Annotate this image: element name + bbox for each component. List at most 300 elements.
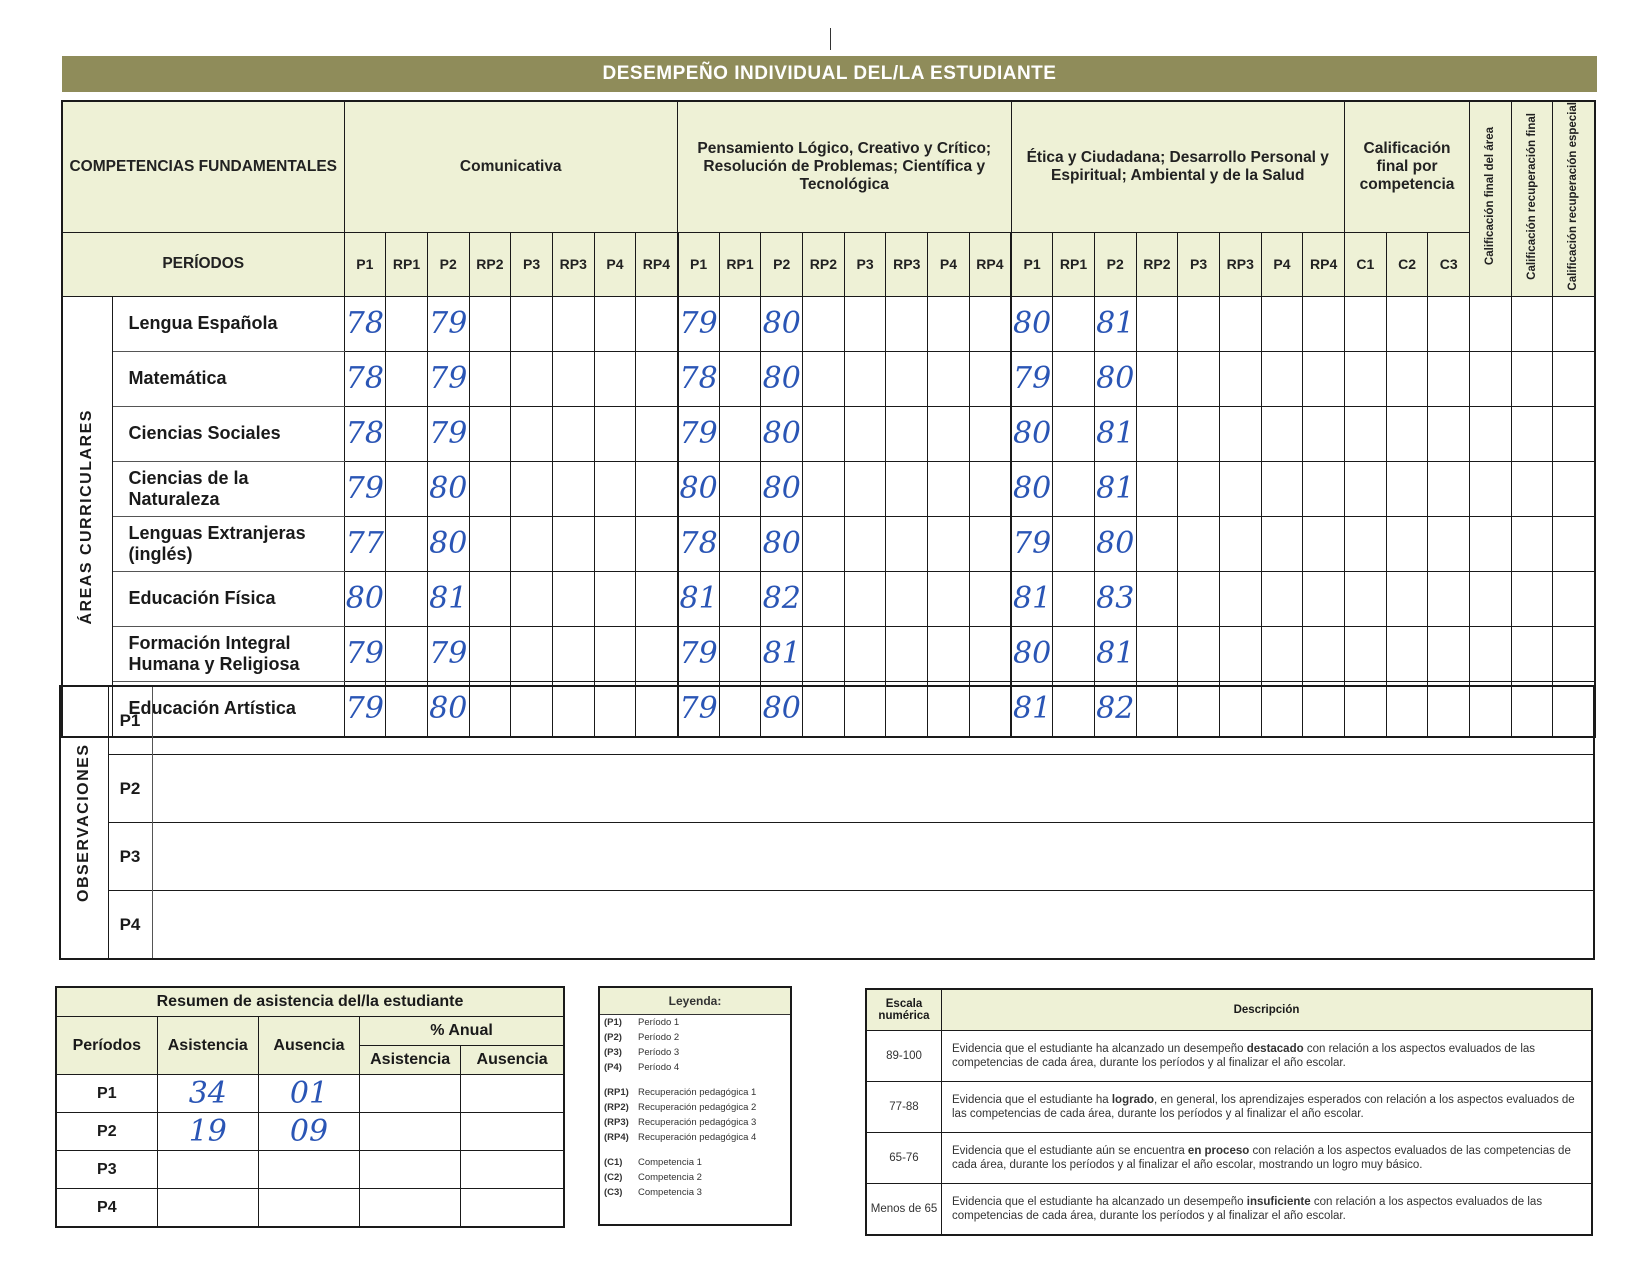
col-ausencia: Ausencia	[258, 1017, 359, 1075]
subject-row	[62, 296, 1595, 351]
score-cell[interactable]	[1219, 406, 1261, 461]
score-cell[interactable]	[844, 516, 886, 571]
score-cell[interactable]	[1553, 406, 1595, 461]
observation-field[interactable]	[152, 686, 1594, 755]
handwritten-score: 78	[345, 306, 384, 342]
score-cell[interactable]	[1011, 296, 1053, 351]
score-cell[interactable]	[678, 516, 720, 571]
handwritten-score: 80	[1013, 471, 1052, 507]
score-cell[interactable]	[386, 626, 428, 681]
subject-name: Ciencias Sociales	[112, 406, 344, 461]
attendance-cell[interactable]	[157, 1113, 258, 1151]
score-cell[interactable]	[1553, 351, 1595, 406]
attendance-row	[56, 1151, 564, 1189]
score-cell[interactable]	[1136, 461, 1178, 516]
score-cell[interactable]	[1178, 296, 1220, 351]
score-cell[interactable]	[1511, 516, 1553, 571]
score-cell[interactable]	[1178, 406, 1220, 461]
score-cell[interactable]	[1178, 626, 1220, 681]
score-cell[interactable]	[969, 351, 1011, 406]
score-cell[interactable]	[1011, 571, 1053, 626]
score-cell[interactable]	[1178, 571, 1220, 626]
scale-description: Evidencia que el estudiante ha logrado, en general, los aprendizajes esperados con relación a los aspectos evaluados de las competencias de cada área, durante los períodos y al finalizar el año escolar.	[942, 1082, 1593, 1133]
period-col-p2: P2	[761, 233, 803, 296]
observation-row	[60, 755, 1594, 823]
handwritten-absence: 09	[289, 1114, 329, 1149]
score-cell[interactable]	[969, 571, 1011, 626]
score-cell[interactable]	[761, 516, 803, 571]
score-cell[interactable]	[719, 626, 761, 681]
period-col-rp2: RP2	[803, 233, 845, 296]
score-cell[interactable]	[1094, 626, 1136, 681]
handwritten-score: 79	[345, 471, 384, 507]
score-cell[interactable]	[1011, 351, 1053, 406]
vertical-header-1: Calificación final del área	[1470, 101, 1512, 296]
score-cell[interactable]	[1261, 296, 1303, 351]
period-col-rp3: RP3	[1219, 233, 1261, 296]
score-cell[interactable]	[511, 571, 553, 626]
score-cell[interactable]	[1511, 406, 1553, 461]
period-col-rp1: RP1	[719, 233, 761, 296]
score-cell[interactable]	[1011, 626, 1053, 681]
score-cell[interactable]	[928, 461, 970, 516]
score-cell[interactable]	[886, 296, 928, 351]
score-cell[interactable]	[1345, 571, 1387, 626]
score-cell[interactable]	[1053, 351, 1095, 406]
score-cell[interactable]	[344, 461, 386, 516]
scale-row	[866, 1133, 1592, 1184]
score-cell[interactable]	[636, 406, 678, 461]
score-cell[interactable]	[1261, 626, 1303, 681]
score-cell[interactable]	[1136, 571, 1178, 626]
col-anual-asistencia: Asistencia	[360, 1046, 461, 1075]
score-cell[interactable]	[969, 406, 1011, 461]
score-cell[interactable]	[761, 571, 803, 626]
annual-attendance-cell[interactable]	[360, 1113, 461, 1151]
score-cell[interactable]	[1511, 351, 1553, 406]
legend-title: Leyenda:	[600, 988, 790, 1015]
score-cell[interactable]	[1303, 351, 1345, 406]
score-cell[interactable]	[636, 571, 678, 626]
observation-field[interactable]	[152, 755, 1594, 823]
legend-key: (P4)	[604, 1062, 622, 1073]
score-cell[interactable]	[636, 461, 678, 516]
score-cell[interactable]	[1261, 461, 1303, 516]
score-cell[interactable]	[1094, 571, 1136, 626]
score-cell[interactable]	[1386, 296, 1428, 351]
annual-attendance-cell[interactable]	[360, 1151, 461, 1189]
score-cell[interactable]	[594, 406, 636, 461]
score-cell[interactable]	[1094, 296, 1136, 351]
col-anual: % Anual	[360, 1017, 564, 1046]
score-cell[interactable]	[469, 461, 511, 516]
score-cell[interactable]	[511, 351, 553, 406]
score-cell[interactable]	[844, 571, 886, 626]
score-cell[interactable]	[1553, 626, 1595, 681]
score-cell[interactable]	[511, 296, 553, 351]
absence-cell[interactable]	[258, 1189, 359, 1228]
legend-item	[600, 1170, 790, 1185]
vertical-header-2: Calificación recuperación final	[1511, 101, 1553, 296]
score-cell[interactable]	[1303, 406, 1345, 461]
score-cell[interactable]	[1386, 406, 1428, 461]
period-col-rp4: RP4	[969, 233, 1011, 296]
observation-period: P3	[108, 823, 152, 891]
score-cell[interactable]	[552, 461, 594, 516]
score-cell[interactable]	[427, 461, 469, 516]
score-cell[interactable]	[1428, 296, 1470, 351]
score-cell[interactable]	[1219, 296, 1261, 351]
score-cell[interactable]	[469, 296, 511, 351]
score-cell[interactable]	[511, 516, 553, 571]
observation-field[interactable]	[152, 891, 1594, 960]
score-cell[interactable]	[1553, 571, 1595, 626]
score-cell[interactable]	[1136, 406, 1178, 461]
legend-item	[600, 1100, 790, 1115]
score-cell[interactable]	[1428, 461, 1470, 516]
handwritten-score: 80	[1096, 361, 1135, 397]
score-cell[interactable]	[1386, 571, 1428, 626]
score-cell[interactable]	[1219, 571, 1261, 626]
handwritten-score: 81	[1096, 636, 1135, 672]
score-cell[interactable]	[678, 626, 720, 681]
score-cell[interactable]	[552, 296, 594, 351]
score-cell[interactable]	[386, 406, 428, 461]
score-cell[interactable]	[719, 351, 761, 406]
score-cell[interactable]	[427, 351, 469, 406]
score-cell[interactable]	[1345, 516, 1387, 571]
scale-row	[866, 1082, 1592, 1133]
score-cell[interactable]	[678, 296, 720, 351]
absence-cell[interactable]	[258, 1113, 359, 1151]
score-cell[interactable]	[1219, 516, 1261, 571]
score-cell[interactable]	[1011, 461, 1053, 516]
handwritten-score: 81	[1096, 416, 1135, 452]
score-cell[interactable]	[1428, 626, 1470, 681]
legend-item	[600, 1015, 790, 1030]
score-cell[interactable]	[1303, 461, 1345, 516]
score-cell[interactable]	[886, 406, 928, 461]
score-cell[interactable]	[719, 516, 761, 571]
score-cell[interactable]	[344, 406, 386, 461]
score-cell[interactable]	[678, 571, 720, 626]
score-cell[interactable]	[1094, 461, 1136, 516]
score-cell[interactable]	[469, 626, 511, 681]
score-cell[interactable]	[886, 461, 928, 516]
score-cell[interactable]	[1094, 406, 1136, 461]
score-cell[interactable]	[1428, 516, 1470, 571]
legend-value: Período 3	[638, 1047, 680, 1058]
score-cell[interactable]	[803, 571, 845, 626]
score-cell[interactable]	[803, 516, 845, 571]
scale-range: 77-88	[866, 1082, 942, 1133]
score-cell[interactable]	[636, 296, 678, 351]
legend-value: Competencia 2	[638, 1172, 702, 1183]
score-cell[interactable]	[678, 461, 720, 516]
score-cell[interactable]	[1261, 406, 1303, 461]
handwritten-score: 81	[679, 581, 718, 617]
score-cell[interactable]	[552, 571, 594, 626]
attendance-cell[interactable]	[157, 1189, 258, 1228]
score-cell[interactable]	[719, 406, 761, 461]
score-cell[interactable]	[678, 351, 720, 406]
score-cell[interactable]	[1303, 296, 1345, 351]
score-cell[interactable]	[386, 296, 428, 351]
score-cell[interactable]	[636, 516, 678, 571]
score-cell[interactable]	[761, 461, 803, 516]
score-cell[interactable]	[1470, 351, 1512, 406]
legend-key: (P2)	[604, 1032, 622, 1043]
score-cell[interactable]	[386, 461, 428, 516]
score-cell[interactable]	[928, 296, 970, 351]
score-cell[interactable]	[344, 571, 386, 626]
handwritten-score: 79	[679, 306, 718, 342]
score-cell[interactable]	[1053, 571, 1095, 626]
score-cell[interactable]	[1053, 516, 1095, 571]
areas-label: ÁREAS CURRICULARES	[62, 296, 112, 737]
score-cell[interactable]	[511, 626, 553, 681]
score-cell[interactable]	[552, 351, 594, 406]
score-cell[interactable]	[469, 571, 511, 626]
attendance-cell[interactable]	[157, 1151, 258, 1189]
legend-key: (P3)	[604, 1047, 622, 1058]
legend-value: Competencia 3	[638, 1187, 702, 1198]
annual-absence-cell[interactable]	[461, 1075, 564, 1113]
score-cell[interactable]	[344, 296, 386, 351]
score-cell[interactable]	[1011, 516, 1053, 571]
score-cell[interactable]	[886, 351, 928, 406]
score-cell[interactable]	[1470, 516, 1512, 571]
score-cell[interactable]	[1303, 516, 1345, 571]
score-cell[interactable]	[719, 296, 761, 351]
score-cell[interactable]	[594, 296, 636, 351]
score-cell[interactable]	[761, 406, 803, 461]
score-cell[interactable]	[928, 406, 970, 461]
score-cell[interactable]	[928, 351, 970, 406]
annual-absence-cell[interactable]	[461, 1189, 564, 1228]
score-cell[interactable]	[1178, 461, 1220, 516]
score-cell[interactable]	[678, 406, 720, 461]
legend-value: Recuperación pedagógica 3	[638, 1117, 757, 1128]
score-cell[interactable]	[1219, 351, 1261, 406]
score-cell[interactable]	[1345, 626, 1387, 681]
legend-value: Período 4	[638, 1062, 680, 1073]
score-cell[interactable]	[803, 296, 845, 351]
score-cell[interactable]	[1345, 461, 1387, 516]
observation-field[interactable]	[152, 823, 1594, 891]
score-cell[interactable]	[803, 406, 845, 461]
annual-attendance-cell[interactable]	[360, 1075, 461, 1113]
score-cell[interactable]	[636, 351, 678, 406]
score-cell[interactable]	[1261, 351, 1303, 406]
score-cell[interactable]	[1386, 516, 1428, 571]
score-cell[interactable]	[844, 626, 886, 681]
score-cell[interactable]	[511, 406, 553, 461]
score-cell[interactable]	[469, 351, 511, 406]
score-cell[interactable]	[511, 461, 553, 516]
score-cell[interactable]	[1011, 406, 1053, 461]
score-cell[interactable]	[1136, 626, 1178, 681]
score-cell[interactable]	[427, 626, 469, 681]
score-cell[interactable]	[427, 571, 469, 626]
legend-item	[600, 1030, 790, 1045]
score-cell[interactable]	[1386, 626, 1428, 681]
score-cell[interactable]	[1053, 296, 1095, 351]
legend-key: (C2)	[604, 1172, 623, 1183]
score-cell[interactable]	[1219, 461, 1261, 516]
score-cell[interactable]	[886, 516, 928, 571]
scale-description: Evidencia que el estudiante ha alcanzado un desempeño destacado con relación a los aspectos evaluados de las competencias de cada área, durante los períodos y al finalizar el año escolar.	[942, 1031, 1593, 1082]
score-cell[interactable]	[1261, 571, 1303, 626]
score-cell[interactable]	[1470, 626, 1512, 681]
score-cell[interactable]	[1386, 461, 1428, 516]
score-cell[interactable]	[844, 461, 886, 516]
score-cell[interactable]	[636, 626, 678, 681]
score-cell[interactable]	[1470, 296, 1512, 351]
score-cell[interactable]	[386, 571, 428, 626]
score-cell[interactable]	[886, 571, 928, 626]
score-cell[interactable]	[1053, 461, 1095, 516]
period-col-rp2: RP2	[1136, 233, 1178, 296]
score-cell[interactable]	[552, 516, 594, 571]
score-cell[interactable]	[1553, 461, 1595, 516]
score-cell[interactable]	[1136, 516, 1178, 571]
absence-cell[interactable]	[258, 1075, 359, 1113]
period-col-p4: P4	[1261, 233, 1303, 296]
score-cell[interactable]	[928, 516, 970, 571]
score-cell[interactable]	[1303, 571, 1345, 626]
score-cell[interactable]	[344, 516, 386, 571]
score-cell[interactable]	[1511, 296, 1553, 351]
score-cell[interactable]	[1553, 296, 1595, 351]
period-col-p3: P3	[511, 233, 553, 296]
score-cell[interactable]	[469, 406, 511, 461]
score-cell[interactable]	[1428, 571, 1470, 626]
score-cell[interactable]	[1136, 296, 1178, 351]
scale-table	[865, 988, 1593, 1236]
handwritten-score: 79	[1013, 361, 1052, 397]
score-cell[interactable]	[761, 296, 803, 351]
score-cell[interactable]	[719, 461, 761, 516]
handwritten-score: 79	[679, 636, 718, 672]
score-cell[interactable]	[1511, 461, 1553, 516]
score-cell[interactable]	[594, 571, 636, 626]
score-cell[interactable]	[386, 351, 428, 406]
annual-attendance-cell[interactable]	[360, 1189, 461, 1228]
score-cell[interactable]	[886, 626, 928, 681]
score-cell[interactable]	[1303, 626, 1345, 681]
legend-value: Competencia 1	[638, 1157, 702, 1168]
handwritten-score: 82	[1096, 691, 1135, 727]
score-cell[interactable]	[844, 351, 886, 406]
score-cell[interactable]	[928, 571, 970, 626]
score-cell[interactable]	[427, 406, 469, 461]
score-cell[interactable]	[1094, 516, 1136, 571]
score-cell[interactable]	[1511, 571, 1553, 626]
score-cell[interactable]	[1470, 461, 1512, 516]
score-cell[interactable]	[344, 351, 386, 406]
attendance-cell[interactable]	[157, 1075, 258, 1113]
absence-cell[interactable]	[258, 1151, 359, 1189]
score-cell[interactable]	[1053, 406, 1095, 461]
score-cell[interactable]	[803, 626, 845, 681]
score-cell[interactable]	[1345, 351, 1387, 406]
handwritten-score: 79	[1013, 526, 1052, 562]
score-cell[interactable]	[928, 626, 970, 681]
score-cell[interactable]	[386, 516, 428, 571]
score-cell[interactable]	[969, 461, 1011, 516]
score-cell[interactable]	[1511, 626, 1553, 681]
score-cell[interactable]	[427, 516, 469, 571]
period-col-p3: P3	[1178, 233, 1220, 296]
score-cell[interactable]	[1553, 516, 1595, 571]
score-cell[interactable]	[1345, 296, 1387, 351]
score-cell[interactable]	[594, 626, 636, 681]
score-cell[interactable]	[552, 406, 594, 461]
score-cell[interactable]	[803, 461, 845, 516]
score-cell[interactable]	[1470, 571, 1512, 626]
annual-absence-cell[interactable]	[461, 1113, 564, 1151]
score-cell[interactable]	[344, 626, 386, 681]
legend-value: Recuperación pedagógica 4	[638, 1132, 757, 1143]
score-cell[interactable]	[1345, 406, 1387, 461]
score-cell[interactable]	[761, 351, 803, 406]
score-cell[interactable]	[719, 571, 761, 626]
score-cell[interactable]	[1219, 626, 1261, 681]
scale-description: Evidencia que el estudiante aún se encuentra en proceso con relación a los aspectos evaluados de las competencias de cada área, durante los períodos y al finalizar el año escolar, mostrando un logro muy básico.	[942, 1133, 1593, 1184]
score-cell[interactable]	[844, 406, 886, 461]
score-cell[interactable]	[1136, 351, 1178, 406]
score-cell[interactable]	[1428, 351, 1470, 406]
score-cell[interactable]	[1386, 351, 1428, 406]
score-cell[interactable]	[1428, 406, 1470, 461]
attendance-period: P1	[56, 1075, 157, 1113]
handwritten-score: 79	[429, 636, 468, 672]
score-cell[interactable]	[552, 626, 594, 681]
handwritten-score: 79	[345, 691, 384, 727]
score-cell[interactable]	[1053, 626, 1095, 681]
handwritten-score: 80	[429, 471, 468, 507]
observation-row	[60, 823, 1594, 891]
score-cell[interactable]	[594, 516, 636, 571]
score-cell[interactable]	[761, 626, 803, 681]
score-cell[interactable]	[1470, 406, 1512, 461]
score-cell[interactable]	[1094, 351, 1136, 406]
attendance-period: P4	[56, 1189, 157, 1228]
legend-item	[600, 1185, 790, 1200]
annual-absence-cell[interactable]	[461, 1151, 564, 1189]
handwritten-score: 81	[1096, 471, 1135, 507]
handwritten-score: 80	[1096, 526, 1135, 562]
score-cell[interactable]	[469, 516, 511, 571]
score-cell[interactable]	[969, 626, 1011, 681]
score-cell[interactable]	[969, 516, 1011, 571]
score-cell[interactable]	[969, 296, 1011, 351]
score-cell[interactable]	[594, 351, 636, 406]
period-col-rp3: RP3	[886, 233, 928, 296]
score-cell[interactable]	[594, 461, 636, 516]
score-cell[interactable]	[803, 351, 845, 406]
score-cell[interactable]	[844, 296, 886, 351]
legend-key: (RP2)	[604, 1102, 629, 1113]
col-descripcion: Descripción	[942, 989, 1593, 1031]
score-cell[interactable]	[427, 296, 469, 351]
period-col-rp3: RP3	[552, 233, 594, 296]
score-cell[interactable]	[1178, 516, 1220, 571]
score-cell[interactable]	[1178, 351, 1220, 406]
legend-value: Período 1	[638, 1017, 680, 1028]
score-cell[interactable]	[1261, 516, 1303, 571]
